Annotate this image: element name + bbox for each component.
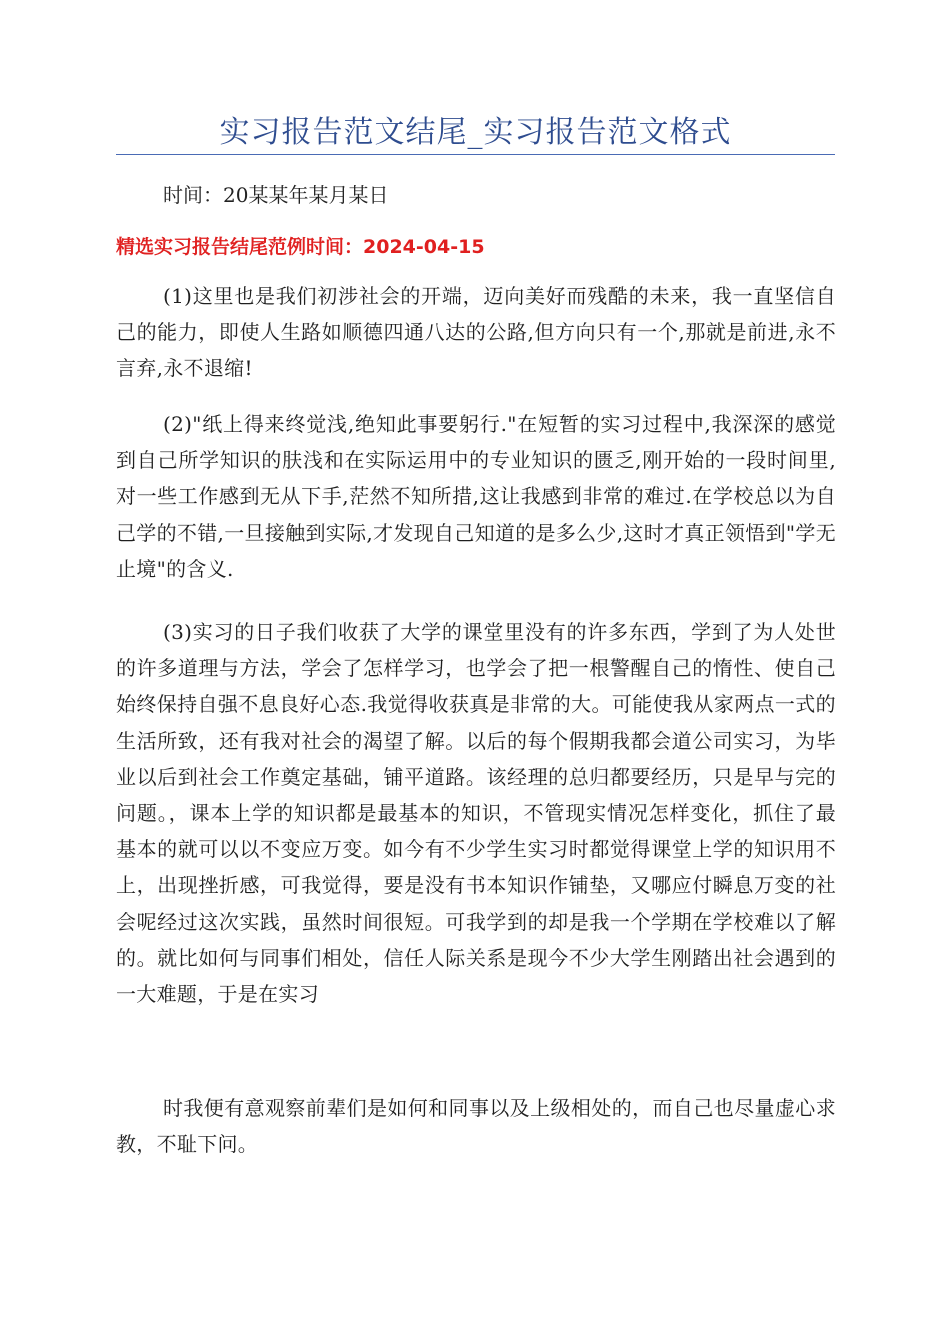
paragraph-1: (1)这里也是我们初涉社会的开端，迈向美好而残酷的未来，我一直坚信自己的能力，即使人生路如顺德四通八达的公路,但方向只有一个,那就是前进,永不言弃,永不退缩!	[116, 284, 836, 381]
title-underline	[116, 154, 835, 155]
paragraph-2: (2)"纸上得来终觉浅,绝知此事要躬行."在短暂的实习过程中,我深深的感觉到自己所学知识的肤浅和在实际运用中的专业知识的匮乏,刚开始的一段时间里,对一些工作感到无从下手,茫然不知所措,这让我感到非常的难过.在学校总以为自己学的不错,一旦接触到实际,才发现自己知道的是多么少,这时才真正领悟到"学无止境"的含义.	[116, 412, 836, 581]
section-heading: 精选实习报告结尾范例时间：2024-04-15	[116, 236, 485, 258]
date-line: 时间：20某某年某月某日	[163, 183, 389, 207]
paragraph-4: 时我便有意观察前辈们是如何和同事以及上级相处的，而自己也尽量虚心求教，不耻下问。	[116, 1096, 836, 1157]
page-title: 实习报告范文结尾_实习报告范文格式	[219, 115, 732, 150]
paragraph-3: (3)实习的日子我们收获了大学的课堂里没有的许多东西，学到了为人处世的许多道理与方法，学会了怎样学习，也学会了把一根警醒自己的惰性、使自己始终保持自强不息良好心态.我觉得收获真是非常的大。可能使我从家两点一式的生活所致，还有我对社会的渴望了解。以后的每个假期我都会道公司实习，为毕业以后到社会工作奠定基础，铺平道路。该经理的总归都要经历，只是早与完的问题。，课本上学的知识都是最基本的知识，不管现实情况怎样变化，抓住了最基本的就可以以不变应万变。如今有不少学生实习时都觉得课堂上学的知识用不上，出现挫折感，可我觉得，要是没有书本知识作铺垫，又哪应付瞬息万变的社会呢经过这次实践，虽然时间很短。可我学到的却是我一个学期在学校难以了解的。就比如何与同事们相处，信任人际关系是现今不少大学生刚踏出社会遇到的一大难题，于是在实习	[116, 620, 836, 1007]
